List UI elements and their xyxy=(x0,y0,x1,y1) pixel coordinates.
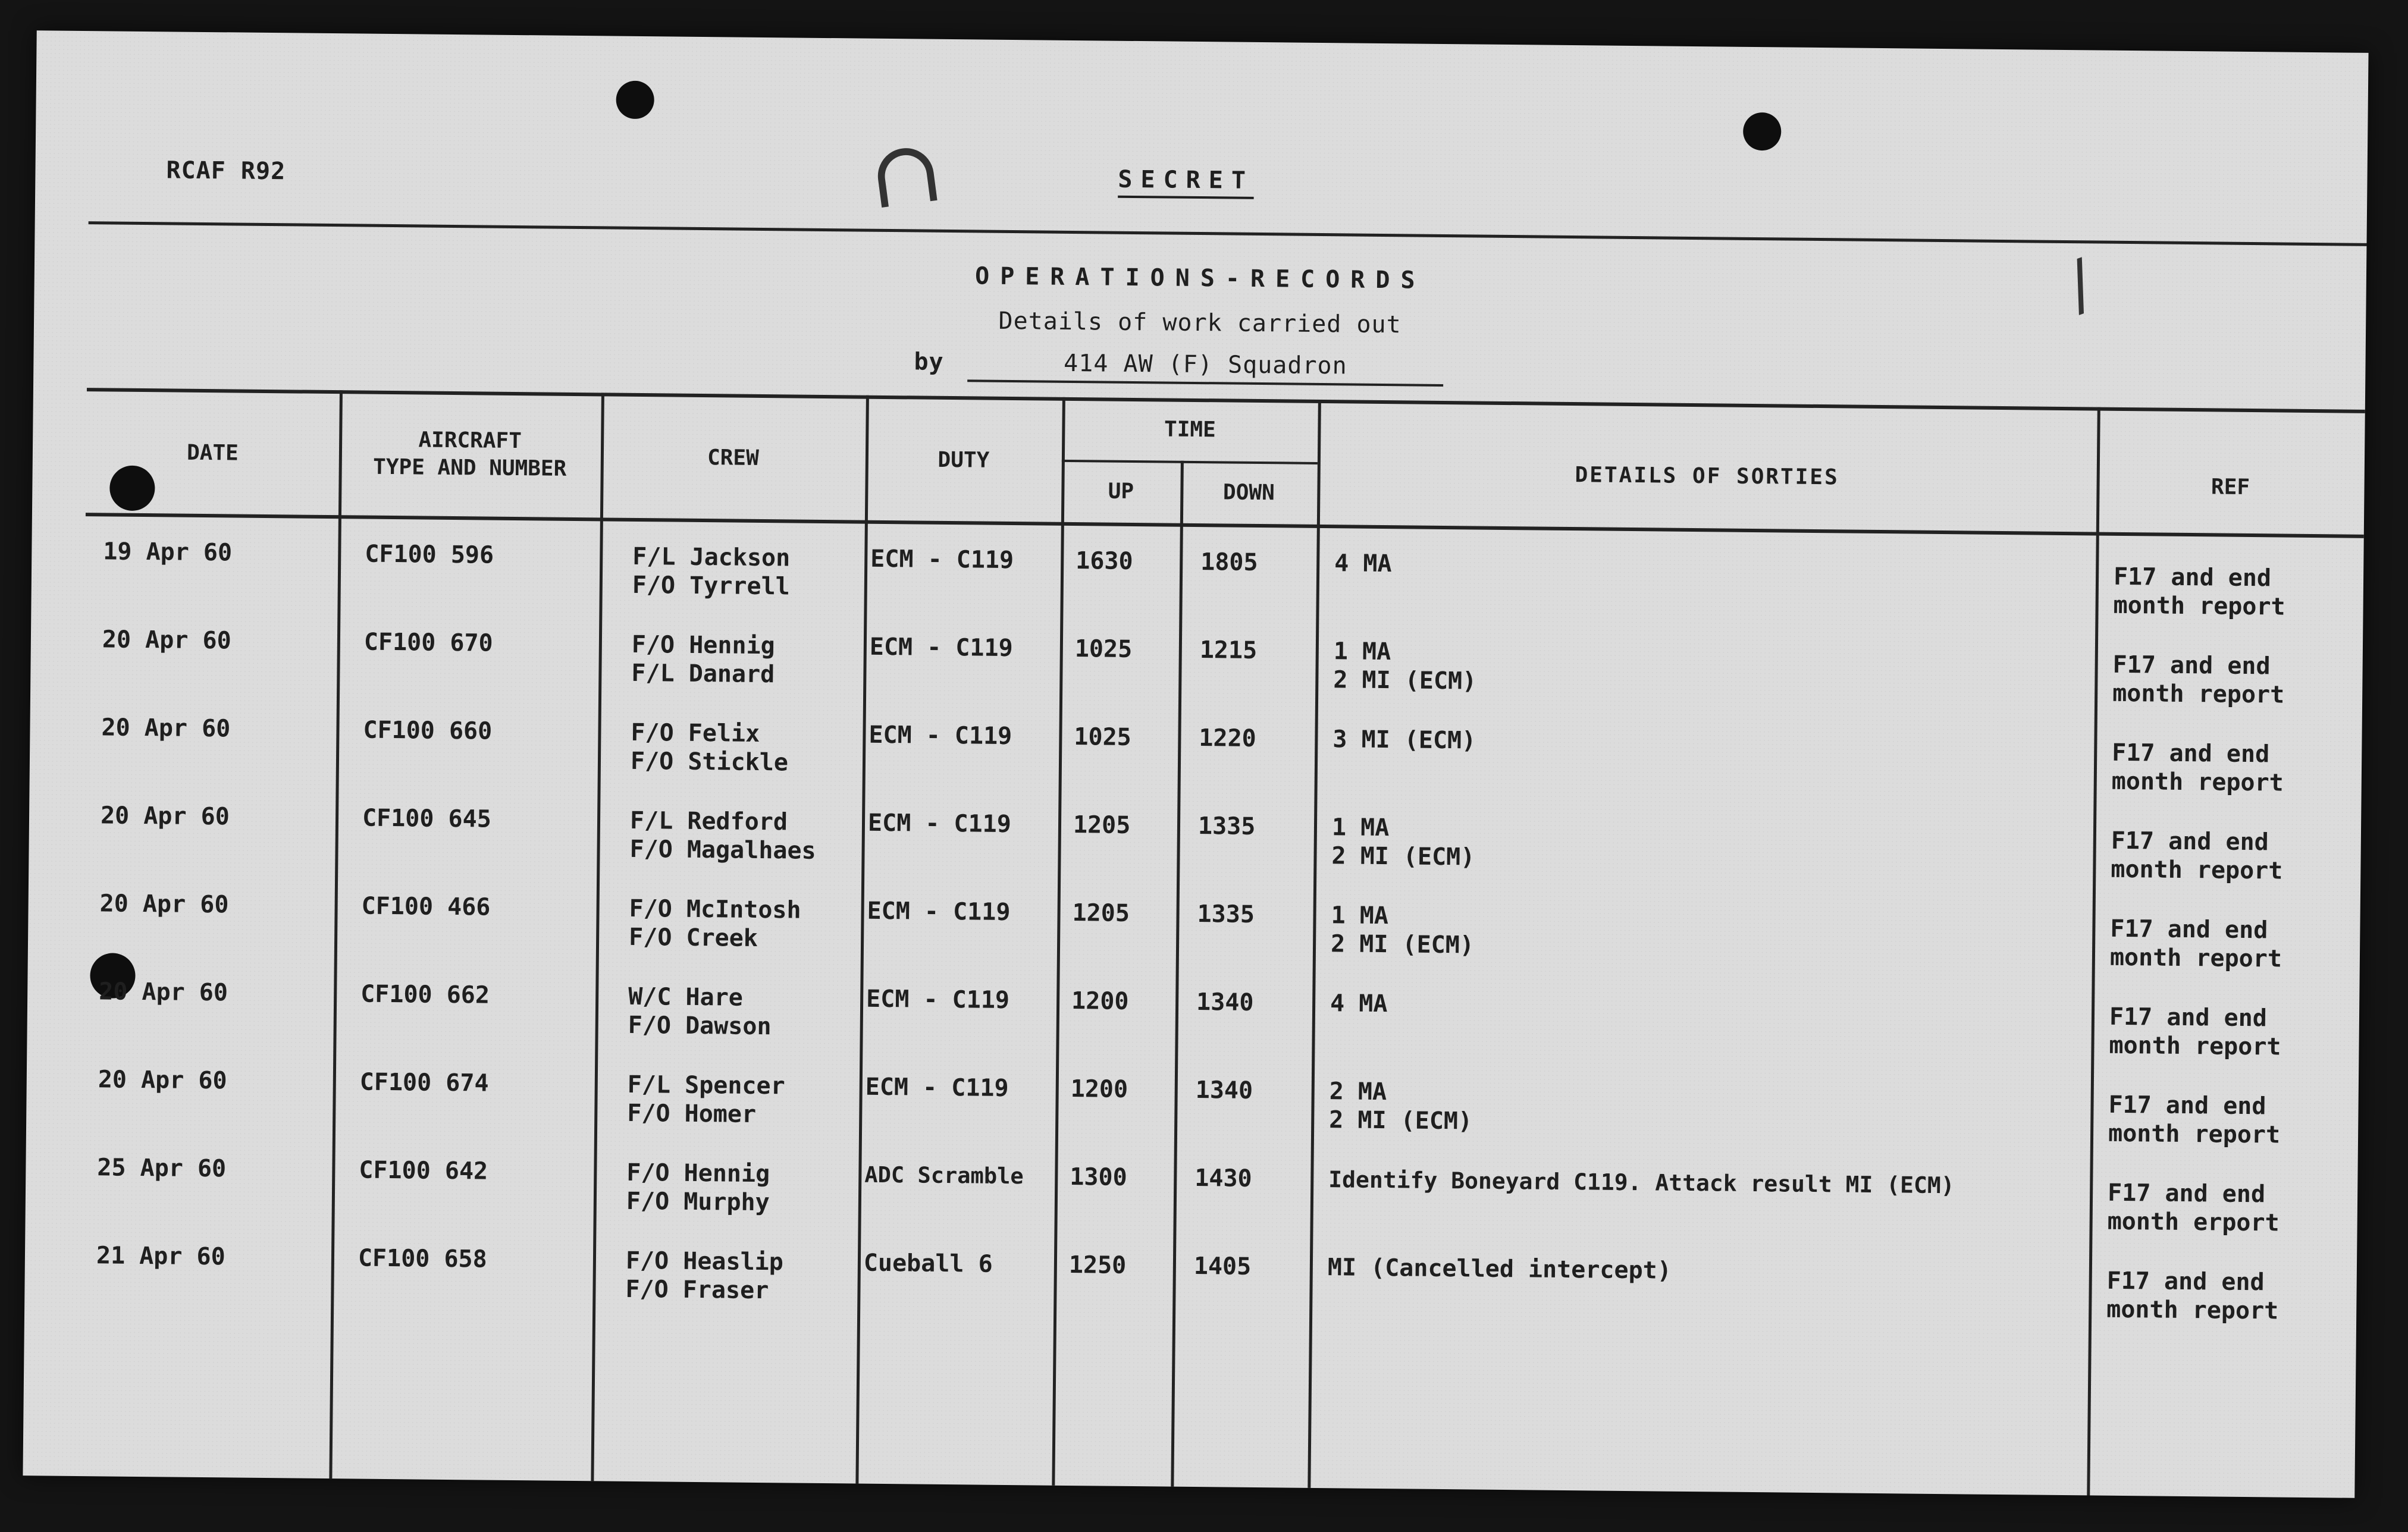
cell-duty: ECM - C119 xyxy=(869,633,1013,663)
cell-details-2: 2 MI (ECM) xyxy=(1333,666,1477,695)
cell-crew-2: F/O Magalhaes xyxy=(629,835,816,865)
handwritten-mark: / xyxy=(2056,244,2103,324)
cell-duty: ECM - C119 xyxy=(865,1073,1009,1103)
header-rule xyxy=(89,221,2367,246)
cell-time-down: 1335 xyxy=(1197,900,1255,928)
column-header-details: DETAILS OF SORTIES xyxy=(1575,463,1839,490)
cell-ref-2: month report xyxy=(2111,855,2283,885)
by-label: by xyxy=(914,348,944,376)
cell-details-1: 2 MA xyxy=(1329,1078,1387,1106)
punch-hole xyxy=(109,465,155,511)
cell-details-2: 2 MI (ECM) xyxy=(1331,842,1475,871)
time-sub-rule xyxy=(1062,460,1318,464)
cell-ref-1: F17 and end xyxy=(2111,827,2269,856)
column-divider xyxy=(1308,400,1321,1488)
cell-ref-1: F17 and end xyxy=(2106,1267,2265,1296)
cell-time-down: 1220 xyxy=(1199,724,1256,752)
cell-time-down: 1430 xyxy=(1194,1164,1252,1192)
unit-name: 414 AW (F) Squadron xyxy=(967,349,1444,387)
cell-crew-2: F/O Homer xyxy=(627,1099,757,1128)
column-header-ref: REF xyxy=(2211,475,2250,500)
cell-date: 20 Apr 60 xyxy=(102,626,231,655)
cell-ref-2: month report xyxy=(2108,1119,2281,1149)
cell-ref-1: F17 and end xyxy=(2109,1003,2268,1032)
cell-date: 21 Apr 60 xyxy=(96,1242,225,1271)
cell-duty: ECM - C119 xyxy=(867,809,1012,839)
cell-ref-1: F17 and end xyxy=(2112,739,2270,768)
unit-line xyxy=(914,348,1450,380)
column-header-date: DATE xyxy=(186,440,239,466)
cell-ref-2: month erport xyxy=(2107,1207,2280,1237)
cell-crew-2: F/L Danard xyxy=(631,659,775,689)
cell-crew-2: F/O Creek xyxy=(628,923,758,952)
cell-aircraft: CF100 645 xyxy=(362,804,492,833)
cell-time-down: 1405 xyxy=(1193,1252,1252,1280)
cell-time-down: 1340 xyxy=(1196,988,1254,1016)
cell-date: 19 Apr 60 xyxy=(103,538,233,567)
form-id: RCAF R92 xyxy=(166,156,286,186)
cell-time-down: 1340 xyxy=(1195,1076,1253,1104)
cell-crew-1: F/O Hennig xyxy=(626,1159,770,1188)
cell-details-1: 1 MA xyxy=(1331,814,1390,842)
cell-ref-1: F17 and end xyxy=(2110,915,2268,944)
cell-duty: Cueball 6 xyxy=(863,1249,993,1278)
cell-time-down: 1215 xyxy=(1199,636,1258,664)
column-divider xyxy=(855,395,869,1484)
cell-crew-2: F/O Dawson xyxy=(628,1011,772,1041)
cell-crew-1: F/O McIntosh xyxy=(629,894,801,924)
column-header-crew: CREW xyxy=(707,445,759,470)
column-header-up: UP xyxy=(1108,479,1134,504)
cell-ref-1: F17 and end xyxy=(2113,563,2272,592)
cell-details-1: 1 MA xyxy=(1333,638,1391,666)
cell-details-1: 3 MI (ECM) xyxy=(1332,726,1476,755)
cell-ref-2: month report xyxy=(2111,767,2284,797)
cell-crew-1: F/O Felix xyxy=(631,718,760,748)
column-divider xyxy=(591,393,604,1481)
cell-details-1: 1 MA xyxy=(1331,902,1389,930)
cell-crew-1: W/C Hare xyxy=(628,982,744,1012)
cell-crew-1: F/O Heaslip xyxy=(625,1247,784,1276)
cell-crew-2: F/O Stickle xyxy=(630,747,789,777)
cell-date: 20 Apr 60 xyxy=(100,802,230,831)
cell-crew-1: F/L Redford xyxy=(629,806,788,836)
cell-details-1: 4 MA xyxy=(1330,990,1388,1018)
punch-hole xyxy=(1743,112,1782,151)
cell-details-2: 2 MI (ECM) xyxy=(1329,1106,1473,1135)
handwritten-mark: ∩ xyxy=(861,117,949,230)
cell-duty: ECM - C119 xyxy=(870,545,1014,574)
cell-aircraft: CF100 642 xyxy=(359,1156,488,1185)
cell-time-up: 1630 xyxy=(1076,547,1133,575)
cell-crew-1: F/O Hennig xyxy=(631,630,775,660)
column-header-aircraft: AIRCRAFT TYPE AND NUMBER xyxy=(372,428,567,481)
cell-details-1: 4 MA xyxy=(1334,550,1392,578)
column-header-time: TIME xyxy=(1164,417,1216,442)
column-divider xyxy=(1171,461,1184,1487)
cell-ref-2: month report xyxy=(2106,1295,2279,1325)
cell-date: 20 Apr 60 xyxy=(99,890,229,919)
cell-crew-2: F/O Murphy xyxy=(626,1187,770,1217)
cell-crew-2: F/O Fraser xyxy=(625,1275,769,1305)
cell-duty: ECM - C119 xyxy=(866,985,1010,1015)
cell-details-2: 2 MI (ECM) xyxy=(1330,930,1475,959)
cell-duty: ADC Scramble xyxy=(864,1161,1024,1189)
page-subtitle: Details of work carried out xyxy=(998,307,1401,339)
cell-aircraft: CF100 466 xyxy=(361,892,491,921)
cell-ref-2: month report xyxy=(2113,591,2285,621)
cell-crew-2: F/O Tyrrell xyxy=(632,571,790,601)
cell-date: 20 Apr 60 xyxy=(101,714,231,743)
cell-time-up: 1200 xyxy=(1070,1075,1128,1103)
cell-aircraft: CF100 662 xyxy=(360,980,490,1009)
punch-hole xyxy=(616,81,654,120)
cell-time-up: 1205 xyxy=(1072,899,1130,927)
column-divider xyxy=(329,390,343,1478)
cell-date: 25 Apr 60 xyxy=(97,1154,227,1183)
table-top-rule xyxy=(87,388,2365,413)
column-divider xyxy=(2087,407,2100,1496)
cell-time-up: 1025 xyxy=(1074,635,1133,663)
cell-date: 20 Apr 60 xyxy=(98,1066,227,1095)
cell-ref-2: month report xyxy=(2109,1031,2281,1061)
column-header-duty: DUTY xyxy=(938,447,990,473)
cell-time-down: 1805 xyxy=(1200,548,1258,576)
cell-aircraft: CF100 658 xyxy=(358,1244,487,1273)
cell-time-up: 1200 xyxy=(1071,987,1129,1015)
cell-time-down: 1335 xyxy=(1197,812,1256,840)
cell-ref-2: month report xyxy=(2109,943,2282,973)
cell-aircraft: CF100 660 xyxy=(363,716,493,745)
cell-ref-1: F17 and end xyxy=(2107,1179,2266,1208)
cell-aircraft: CF100 596 xyxy=(365,540,494,569)
cell-ref-1: F17 and end xyxy=(2112,651,2271,680)
cell-time-up: 1300 xyxy=(1070,1163,1127,1191)
cell-details-1: MI (Cancelled intercept) xyxy=(1327,1254,1672,1285)
cell-duty: ECM - C119 xyxy=(868,721,1012,751)
column-header-down: DOWN xyxy=(1222,480,1275,506)
page-title: OPERATIONS-RECORDS xyxy=(974,262,1426,294)
table-header-rule xyxy=(86,513,2364,538)
record-sheet xyxy=(23,30,2368,1498)
cell-aircraft: CF100 674 xyxy=(359,1068,489,1097)
cell-ref-1: F17 and end xyxy=(2108,1091,2266,1120)
cell-time-up: 1025 xyxy=(1074,723,1131,751)
cell-duty: ECM - C119 xyxy=(867,897,1011,927)
cell-crew-1: F/L Jackson xyxy=(632,542,791,572)
cell-time-up: 1250 xyxy=(1068,1251,1127,1279)
column-divider xyxy=(1052,397,1065,1486)
cell-ref-2: month report xyxy=(2112,679,2285,709)
cell-crew-1: F/L Spencer xyxy=(627,1070,785,1100)
cell-details-1: Identify Boneyard C119. Attack result MI (ECM) xyxy=(1328,1166,1955,1199)
cell-aircraft: CF100 670 xyxy=(363,628,493,657)
classification-label: SECRET xyxy=(1118,165,1255,194)
cell-time-up: 1205 xyxy=(1073,811,1131,839)
cell-date: 20 Apr 60 xyxy=(99,978,228,1007)
